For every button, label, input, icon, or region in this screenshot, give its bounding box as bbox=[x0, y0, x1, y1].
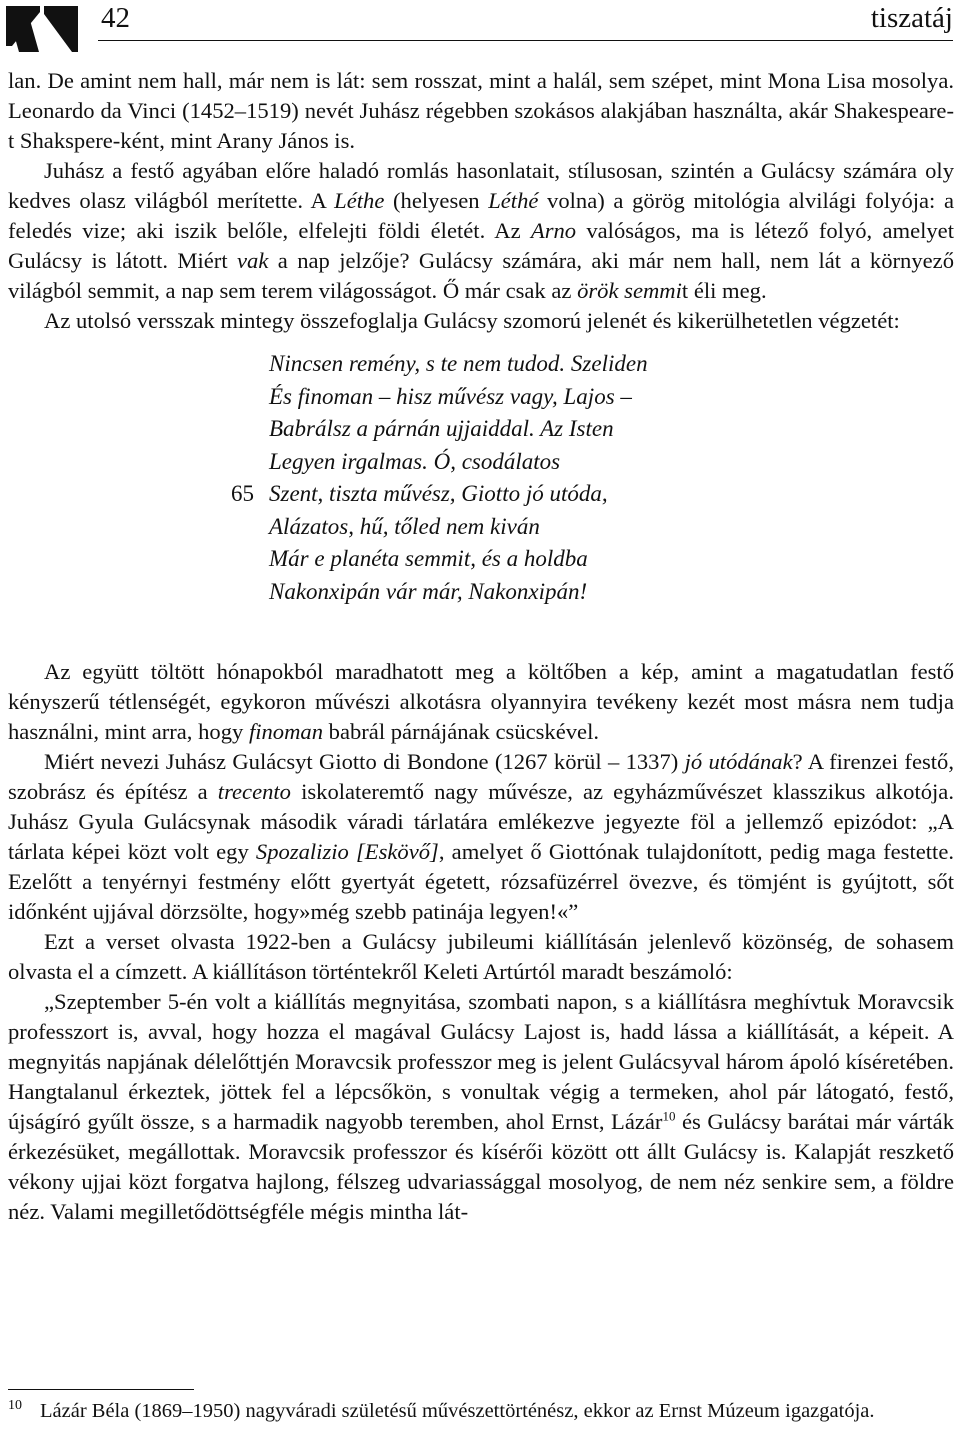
paragraph: Az utolsó versszak mintegy összefoglalja Gulácsy szomorú jelenét és kikerülhetetlen végzetét: bbox=[44, 308, 900, 333]
poem-line: Már e planéta semmit, és a holdba bbox=[269, 546, 588, 571]
poem-quote bbox=[8, 349, 954, 645]
paragraph bbox=[8, 987, 954, 1227]
poem-line: Nakonxipán vár már, Nakonxipán! bbox=[269, 578, 588, 604]
footnote-ref: 10 bbox=[662, 1108, 676, 1124]
journal-logo-icon bbox=[6, 6, 80, 54]
page-number: 42 bbox=[101, 2, 130, 34]
paragraph: Juhász a festő agyában előre haladó romlás hasonlatait, stílusosan, szintén a Gulácsy számára oly kedves olasz világból merítette. A Léthe (helyesen Léthé volna) a görög mitológia alvilági folyója: a feledés vize; aki iszik belőle, elfelejti földi életét. Az Arno valóságos, ma is létező folyó, amelyet Gulácsy is látott. Miért vak a nap jelzője? Gulácsy számára, aki már nem hall, nem lát a környező világból semmit, a nap sem terem világosságot. Ő már csak az örök semmit éli meg. bbox=[8, 158, 954, 303]
poem-line: Legyen irgalmas. Ó, csodálatos bbox=[269, 448, 561, 474]
quote-part: és Gulácsy barátai már várták érkezésüket, megállottak. Moravcsik professzor és kísérői között ott állt Gulácsy is. Kalapját reszkető vékony ujjai közt forgatva hajlong, félszeg udvariassággal mosolyog, de nem néz senkire sem, a földre néz. Valami megilletődöttségféle mégis mintha lát- bbox=[8, 1109, 954, 1224]
line-number: 65 bbox=[231, 481, 254, 506]
poem-line: Szent, tiszta művész, Giotto jó utóda, bbox=[269, 481, 608, 506]
footnote bbox=[8, 1398, 954, 1425]
poem-line: Babrálsz a párnán ujjaiddal. Az Isten bbox=[269, 416, 614, 441]
journal-title: tiszatáj bbox=[870, 2, 953, 34]
paragraph: Ezt a verset olvasta 1922-ben a Gulácsy jubileumi kiállításán jelenlevő közönség, de sohasem olvasta el a címzett. A kiállításon történtekről Keleti Artúrtól maradt beszámoló: bbox=[8, 929, 954, 984]
paragraph: lan. De amint nem hall, már nem is lát: sem rosszat, mint a halál, sem szépet, mint Mona Lisa mosolya. Leonardo da Vinci (1452–1519) nevét Juhász régebben szokásos alakjában használta, akár Shakespeare-t Shakspere-ként, mint Arany János is. bbox=[8, 68, 954, 153]
quote-part: „Szeptember 5-én volt a kiállítás megnyitása, szombati napon, s a kiállításra meghívtuk Moravcsik professzort is, avval, hogy hozza el magával Gulácsy Lajost is, hadd lássa a kiállítását, a képeit. A megnyitás napjának délelőttjén Moravcsik professzor meg is jelent Gulácsyval három ápoló kíséretében. Hangtalanul érkeztek, jöttek fel a lépcsőkön, s vonultak végig a termeken, ahol pár látogató, festő, újságíró gyűlt össze, s a harmadik nagyobb teremben, ahol Ernst, Lázár bbox=[8, 989, 954, 1134]
article-body bbox=[8, 66, 954, 1227]
paragraph: Az együtt töltött hónapokból maradhatott meg a költőben a kép, amint a magatudatlan festő kényszerű tétlenségét, egykoron művészi alkotásra olyannyira tevékeny kezét most másra nem tudja használni, mint arra, hogy finoman babrál párnájának csücskével. bbox=[8, 659, 954, 744]
paragraph: Miért nevezi Juhász Gulácsyt Giotto di Bondone (1267 körül – 1337) jó utódának? A firenzei festő, szobrász és építész a trecento iskolateremtő nagy művésze, az egyházművészet klasszikus alkotója. Juhász Gyula Gulácsynak második váradi tárlatára emlékezve jegyezte föl a jellemző epizódot: „A tárlata képei közt volt egy Spozalizio [Eskövő], amelyet ő Giottónak tulajdonított, pedig maga festette. Ezelőtt a tenyérnyi festmény előtt gyertyát égetett, rózsafüzérrel övezve, és tömjént is gyújtott, sőt időnként ujjával dörzsölte, hogy»még szebb patinája legyen!«” bbox=[8, 749, 955, 924]
poem-line: Nincsen remény, s te nem tudod. Szeliden bbox=[269, 351, 648, 376]
footnote-text: Lázár Béla (1869–1950) nagyváradi születésű művészettörténész, ekkor az Ernst Múzeum igazgatója. bbox=[40, 1400, 875, 1422]
poem-line: Alázatos, hű, tőled nem kiván bbox=[269, 513, 540, 539]
footnote-number: 10 bbox=[8, 1398, 22, 1413]
poem-line: És finoman – hisz művész vagy, Lajos – bbox=[269, 383, 632, 409]
footnote-rule bbox=[8, 1389, 194, 1390]
header-rule bbox=[98, 40, 953, 41]
